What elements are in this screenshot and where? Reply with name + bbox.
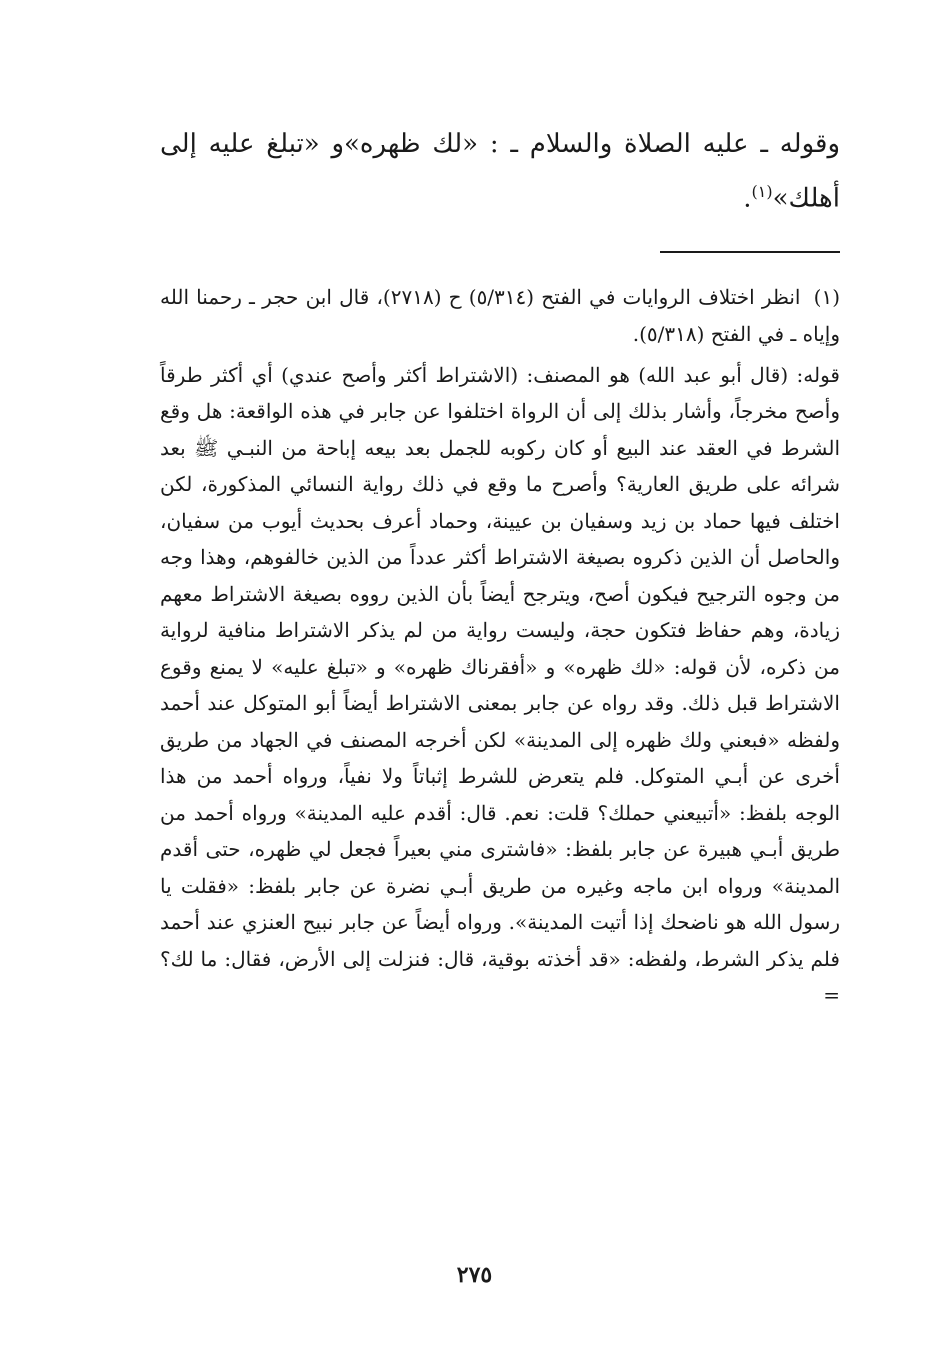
footnote-reference: (١) [751, 182, 773, 201]
footnote-continuation: قوله: (قال أبو عبد الله) هو المصنف: (الاشتراط أكثر وأصح عندي) أي أكثر طرقاً وأصح مخرجاً، وأشار بذلك إلى أن الرواة اختلفوا عن جابر في هذه الواقعة: هل وقع الشرط في العقد عند البيع أو كان ركوبه للجمل بعد بيعه إباحة من النبـي ﷺ بعد شرائه على طريق العارية؟ وأصرح ما وقع في ذلك رواية النسائي المذكورة، لكن اختلف فيها حماد بن زيد وسفيان بن عيينة، وحماد أعرف بحديث أيوب من سفيان، والحاصل أن الذين ذكروه بصيغة الاشتراط أكثر عدداً من الذين خالفوهم، وهذا وجه من وجوه الترجيح فيكون أصح، ويترجح أيضاً بأن الذين رووه بصيغة الاشتراط معهم زيادة، وهم حفاظ فتكون حجة، وليست رواية من لم يذكر الاشتراط منافية لرواية من ذكره، لأن قوله: «لك ظهره» و «أفقرناك ظهره» و «تبلغ عليه» لا يمنع وقوع الاشتراط قبل ذلك. وقد رواه عن جابر بمعنى الاشتراط أيضاً أبو المتوكل عند أحمد ولفظه «فبعني ولك ظهره إلى المدينة» لكن أخرجه المصنف في الجهاد من طريق أخرى عن أبـي المتوكل. فلم يتعرض للشرط إثباتاً ولا نفياً، ورواه أحمد من هذا الوجه بلفظ: «أتبيعني حملك؟ قلت: نعم. قال: أقدم عليه المدينة» ورواه أحمد من طريق أبـي هبيرة عن جابر بلفظ: «فاشترى مني بعيراً فجعل لي ظهره، حتى أقدم المدينة» ورواه ابن ماجه وغيره من طريق أبـي نضرة عن جابر بلفظ: «فقلت يا رسول الله هو ناضحك إذا أتيت المدينة». ورواه أيضاً عن جابر نبيح العنزي عند أحمد فلم يذكر الشرط، ولفظه: «قد أخذته بوقية، قال: فنزلت إلى الأرض، فقال: ما لك؟ = [160, 362, 841, 1008]
main-text-end: . [743, 183, 752, 214]
footnote-separator [660, 251, 840, 253]
main-text-body: وقوله ـ عليه الصلاة والسلام ـ : «لك ظهره»و «تبلغ عليه إلى أهلك» [160, 129, 840, 214]
document-page [160, 110, 840, 1350]
footnote-marker: (١) [813, 284, 841, 309]
footnote-1-text: انظر اختلاف الروايات في الفتح (٥/٣١٤) ح (٢٧١٨)، قال ابن حجر ـ رحمنا الله وإياه ـ في الفتح (٥/٣١٨). [160, 284, 840, 346]
page-number: ٢٧٥ [456, 1262, 493, 1288]
footnote-1 [160, 279, 840, 353]
main-text [160, 120, 840, 223]
